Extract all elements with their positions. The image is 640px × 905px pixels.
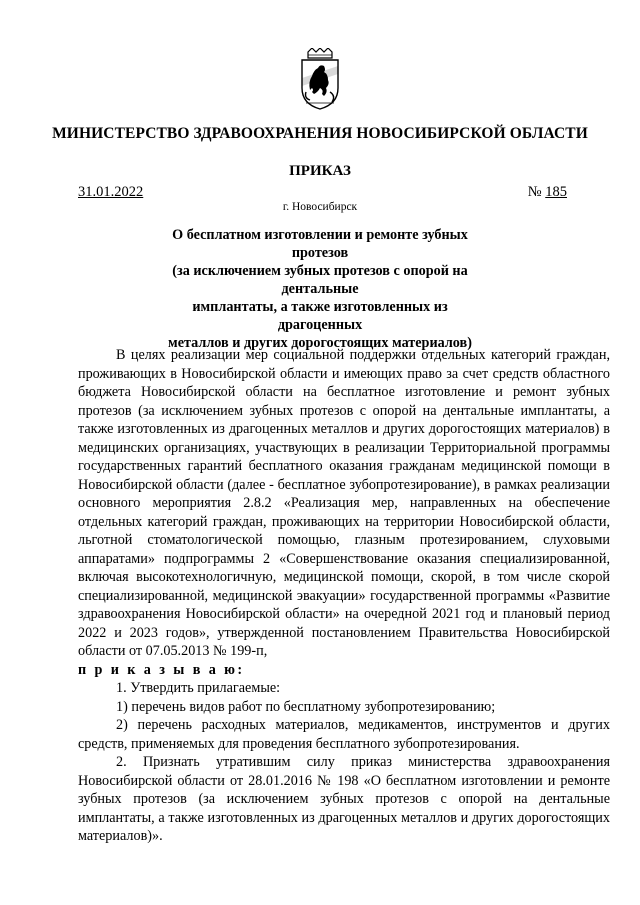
item-1-2: 2) перечень расходных материалов, медикаментов, инструментов и других средств, применяемых для проведения бесплатного зубопротезирования. <box>78 717 610 752</box>
coat-of-arms-icon <box>296 48 344 110</box>
order-word: п р и к а з ы в а ю: <box>78 661 245 678</box>
order-city: г. Новосибирск <box>282 201 358 213</box>
order-number <box>528 184 567 201</box>
item-1-1: 1) перечень видов работ по бесплатному зубопротезированию; <box>116 698 496 715</box>
order-title: ПРИКАЗ <box>289 163 351 179</box>
order-body <box>78 346 610 846</box>
order-number-value: 185 <box>545 184 567 200</box>
intro-paragraph: В целях реализации мер социальной поддержки отдельных категорий граждан, проживающих в Новосибирской области и имеющих право за счет средств областного бюджета Новосибирской области на бесплатное изготовление и ремонт зубных протезов (за исключением зубных протезов с опорой на дентальные имплантаты, а также изготовленных из драгоценных металлов и других дорогостоящих материалов) в медицинских организациях, участвующих в реализации Территориальной программы государственных гарантий бесплатного оказания гражданам медицинской помощи в Новосибирской области (далее - бесплатное зубопротезирование), в рамках реализации основного мероприятия 2.8.2 «Реализация мер, направленных на обеспечение отдельных категорий граждан, проживающих на территории Новосибирской области, льготной стоматологической помощью, глазным протезированием, слуховыми аппаратами» подпрограммы 2 «Совершенствование оказания специализированной, включая высокотехнологичную, медицинской помощи, скорой, в том числе скорой специализированной, медицинской эвакуации» государственной программы «Развитие здравоохранения Новосибирской области» на очередной 2021 год и плановый период 2022 и 2023 годов», утвержденной постановлением Правительства Новосибирской области от 07.05.2013 № 199-п, <box>78 347 610 659</box>
subject-line: О бесплатном изготовлении и ремонте зубных протезов <box>172 227 468 261</box>
item-1: 1. Утвердить прилагаемые: <box>116 680 281 696</box>
subject-line: металлов и других дорогостоящих материалов) <box>168 335 472 351</box>
order-subject <box>150 226 490 352</box>
order-word-paragraph <box>78 661 610 680</box>
subject-line: имплантаты, а также изготовленных из драгоценных <box>192 299 448 333</box>
order-date: 31.01.2022 <box>78 184 144 200</box>
ministry-title: МИНИСТЕРСТВО ЗДРАВООХРАНЕНИЯ НОВОСИБИРСКОЙ ОБЛАСТИ <box>52 125 588 142</box>
subject-line: (за исключением зубных протезов с опорой на дентальные <box>172 263 468 297</box>
order-number-prefix: № <box>527 184 542 200</box>
item-2: 2. Признать утратившим силу приказ министерства здравоохранения Новосибирской области от 28.01.2016 № 198 «О бесплатном изготовлении и ремонте зубных протезов (за исключением зубных протезов с опорой на дентальные имплантаты, а также изготовленных из драгоценных металлов и других дорогостоящих материалов)». <box>78 754 610 844</box>
